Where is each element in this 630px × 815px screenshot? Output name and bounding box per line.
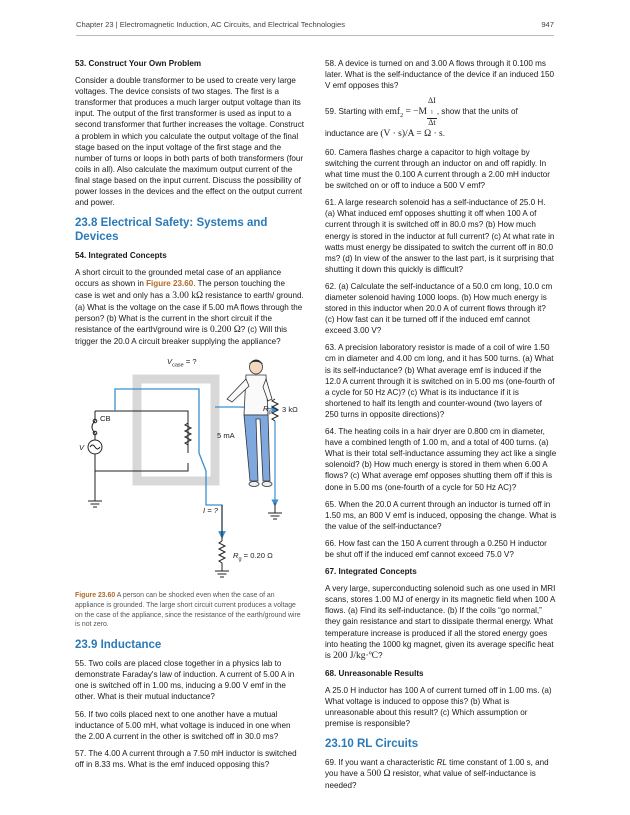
problem-59: 59. Starting with emf$_2$ = −M ΔI $_1$ Δt , show that the units of inductance are (V · s)/A = Ω · s. xyxy=(325,96,518,139)
problem-54-title: 54. Integrated Concepts xyxy=(75,251,167,261)
page-number: 947 xyxy=(541,20,554,29)
problem-66: 66. How fast can the 150 A current through a 0.250 H inductor be shut off if the induced emf cannot exceed 75.0 V? xyxy=(325,538,547,559)
ac-source xyxy=(88,433,102,455)
figure-link[interactable]: Figure 23.60 xyxy=(146,279,194,289)
problem-60: 60. Camera flashes charge a capacitor to high voltage by switching the current through an inductor on and off rapidly. In what time must the 0.100 A current through a 2.00 mH inductor be switched on or off to induce a 500 V emf? xyxy=(325,147,550,191)
vcase-label: $V_{case}$ = ? xyxy=(167,356,197,369)
problem-53-text: Consider a double transformer to be used to create very large voltages. The device consists of two stages. The first is a transformer that produces a much larger output voltage than its input. The output of the first transformer is used as input to a second transformer that further increases the voltage. Construct a problem in which you calculate the output voltage of the final stage based on the input voltage of the first stage and the number of turns or loops in both parts of both transformers (four coils in all). Also calculate the maximum output current of the final stage based on the input current. Discuss the possibility of power losses in the devices and the effect on the output current and power. xyxy=(75,76,304,208)
problem-55: 55. Two coils are placed close together in a physics lab to demonstrate Faraday's law of induction. A current of 5.00 A in one is switched off in 1.00 ms, inducing a 9.00 V emf in the other. What is their mutual inductance? xyxy=(75,659,295,702)
person-figure xyxy=(227,360,272,487)
section-23-10-heading: 23.10 RL Circuits xyxy=(325,738,419,751)
current-5ma-label: 5 mA xyxy=(217,430,235,440)
rp-label: $R_p$ xyxy=(263,403,272,416)
problem-64: 64. The heating coils in a hair dryer are 0.800 cm in diameter, have a combined length of 1.00 m, and a total of 400 turns. (a) What is their total self-inductance assuming they act like a single solenoid? (b) How much energy is stored in them when 6.00 A flows? (c) What average emf opposes shutting them off if this is done in 5.00 ms (one-fourth of a cycle for 50 Hz AC)? xyxy=(325,427,557,492)
left-column xyxy=(75,58,304,776)
problem-58: 58. A device is turned on and 3.00 A flows through it 0.100 ms later. What is the self-inductance of the device if an induced 150 V emf opposes this? xyxy=(325,59,555,91)
problem-65: 65. When the 20.0 A current through an inductor is turned off in 1.50 ms, an 800 V emf is induced, opposing the change. What is the value of the self-inductance? xyxy=(325,499,557,531)
circuit-breaker xyxy=(92,419,97,435)
v-label: V xyxy=(79,442,85,452)
problem-61: 61. A large research solenoid has a self-inductance of 25.0 H. (a) What induced emf opposes shutting it off when 100 A of current through it is switched off in 80.0 ms? (b) How much energy is stored in the inductor at full current? (c) At what rate in watts must energy be dissipated to switch the current off in 80.0 ms? (d) In view of the answer to the last part, is it surprising that shutting it down this quickly is difficult? xyxy=(325,198,555,274)
problem-56: 56. If two coils placed next to one another have a mutual inductance of 5.00 mH, what voltage is induced in one when the 2.00 A current in the other is switched off in 30.0 ms? xyxy=(75,709,291,741)
section-23-8-heading: 23.8 Electrical Safety: Systems and Devices xyxy=(75,217,268,244)
rp-value: 3 kΩ xyxy=(282,404,298,414)
rg-ground-icon xyxy=(215,571,229,577)
header-rule xyxy=(76,35,554,36)
figure-caption: Figure 23.60 A person can be shocked even when the case of an appliance is grounded. The large short circuit current produces a voltage on the case of the appliance, since the resistance of the earth/ground wire is not zero. xyxy=(75,591,301,629)
figure-23-60 xyxy=(75,353,304,585)
problem-54-text: A short circuit to the grounded metal case of an appliance occurs as shown in Figure 23.60. The person touching the case is wet and only has a 3.00 kΩ resistance to earth/ ground. (a) What is the voltage on the case if 5.00 mA flows through the person? (b) What is the current in the short circuit if the resistance of the earth/ground wire is 0.200 Ω? (c) Will this trigger the 20.0 A circuit breaker supplying the appliance? xyxy=(75,268,304,346)
chapter-title: Chapter 23 | Electromagnetic Induction, AC Circuits, and Electrical Technologies xyxy=(76,20,346,29)
person-ground-icon xyxy=(268,503,282,519)
right-column xyxy=(325,58,557,798)
current-i-label: I = ? xyxy=(203,505,218,515)
problem-68-text: A 25.0 H inductor has 100 A of current turned off in 1.00 ms. (a) What voltage is induced to oppose this? (b) What is unreasonable about this result? (c) Which assumption or premise is responsible? xyxy=(325,685,552,729)
problem-62: 62. (a) Calculate the self-inductance of a 50.0 cm long, 10.0 cm diameter solenoid having 1000 loops. (b) How much energy is stored in this inductor when 20.0 A of current flows through it? (c) How fast can it be turned off if the induced emf cannot exceed 3.00 V? xyxy=(325,281,553,336)
problem-57: 57. The 4.00 A current through a 7.50 mH inductor is switched off in 8.33 ms. What is the emf induced opposing this? xyxy=(75,748,297,769)
problem-63: 63. A precision laboratory resistor is made of a coil of wire 1.50 cm in diameter and 4.00 cm long, and it has 500 turns. (a) What is its self-inductance? (b) What average emf is induced if the 12.0 A current through it is switched on in 5.00 ms (one-fourth of a cycle for 50 Hz AC)? (c) What is its inductance if it is shortened to half its length and counter-wound (two layers of 250 turns in opposite directions)? xyxy=(325,343,555,419)
rg-label: $R_g = 0.20$ Ω xyxy=(233,550,273,563)
page-header xyxy=(76,20,554,34)
cb-label: CB xyxy=(100,413,111,423)
person-resistor xyxy=(272,399,278,421)
problem-67-text: A very large, superconducting solenoid such as one used in MRI scans, stores 1.00 MJ of energy in its magnetic field when 100 A flows. (a) Find its self-inductance. (b) If the coils “go normal,” they gain resistance and start to dissipate thermal energy. What temperature increase is produced if all the stored energy goes into heating the 1000 kg magnet, given its average specific heat is 200 J/kg·ºC? xyxy=(325,584,556,661)
source-ground-icon xyxy=(88,471,102,507)
problem-69: 69. If you want a characteristic RL time constant of 1.00 s, and you have a 500 Ω resistor, what value of self-inductance is needed? xyxy=(325,758,549,791)
ground-resistor xyxy=(219,541,225,571)
problem-67-title: 67. Integrated Concepts xyxy=(325,567,417,577)
section-23-9-heading: 23.9 Inductance xyxy=(75,639,162,652)
problem-53-title: 53. Construct Your Own Problem xyxy=(75,59,202,68)
problem-68-title: 68. Unreasonable Results xyxy=(325,668,424,678)
